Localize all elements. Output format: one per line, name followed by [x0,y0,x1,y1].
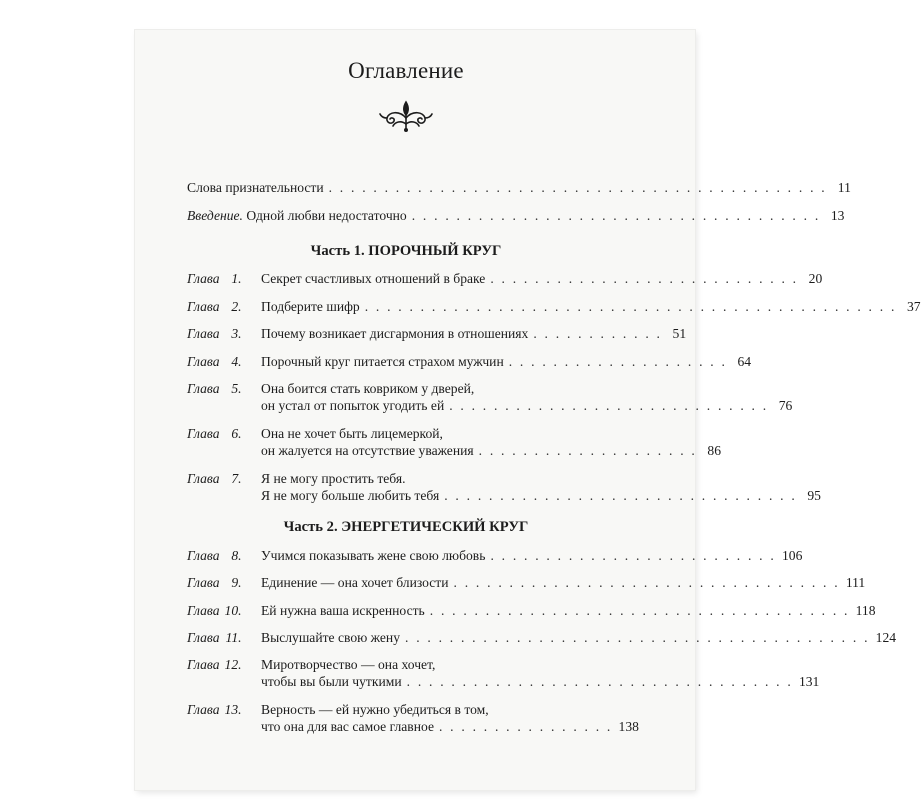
entry-title: Верность — ей нужно убедиться в том, [261,702,489,717]
page-number: 138 [618,719,639,734]
chapter-label: Глава [187,471,220,486]
part-heading-2: Часть 2. ЭНЕРГЕТИЧЕСКИЙ КРУГ [283,519,529,535]
chapter-label: Глава [187,271,220,286]
toc-entry-chapter-9[interactable] [187,574,866,591]
toc-entry-chapter-4[interactable] [187,353,752,370]
entry-title-continued: Я не могу больше любить тебя [261,488,440,503]
leader-dots: . . . . . . . . . . . . . . . . . . . . . . . . . . . . . . . . . . . . . . . . . . . . . . . . [364,299,897,314]
toc-entry-chapter-8[interactable] [187,547,803,564]
chapter-number: 7. [231,471,242,486]
page-number: 111 [845,575,866,590]
entry-title-continued: что она для вас самое главное [261,719,434,734]
leader-dots: . . . . . . . . . . . . . . . . . . . . . . . . . . . . . . . . . . . [453,575,840,590]
chapter-number: 8. [231,548,242,563]
chapter-label: Глава [187,326,220,341]
entry-title: Я не могу простить тебя. [261,471,406,486]
page-number: 86 [707,443,721,458]
chapter-label: Глава [187,381,220,396]
chapter-number: 3. [231,326,242,341]
chapter-label: Глава [187,702,220,717]
leader-dots: . . . . . . . . . . . . . . . . . . . . . . . . . . . . . . . . . . . . . [411,208,821,223]
page-number: 131 [798,674,820,689]
toc-entry-chapter-11[interactable] [187,629,897,646]
leader-dots: . . . . . . . . . . . . . . . . . . . . [508,354,728,369]
page-number: 95 [807,488,821,503]
chapter-label: Глава [187,299,220,314]
entry-title: Миротворчество — она хочет, [261,657,436,672]
entry-title: Почему возникает дисгармония в отношениях [261,326,529,341]
chapter-label: Глава [187,657,220,672]
toc-entry-chapter-7[interactable] [187,470,821,504]
page-number: 20 [808,271,823,286]
chapter-number: 10. [224,603,242,618]
page-number: 76 [778,398,793,413]
leader-dots: . . . . . . . . . . . . . . . . . . . . . . . . . . . . . . . . . . . [406,674,793,689]
chapter-label: Глава [187,630,220,645]
page-number: 11 [837,180,851,195]
toc-entry-chapter-3[interactable] [187,325,687,342]
entry-title: Подберите шифр [261,299,360,314]
fleuron-ornament-icon [377,98,435,134]
entry-title: Одной любви недостаточно [246,208,407,223]
chapter-number: 1. [231,271,242,286]
chapter-label: Глава [187,575,220,590]
chapter-label: Глава [187,603,220,618]
entry-title: Слова признательности [187,180,324,195]
toc-entry-chapter-5[interactable] [187,380,793,414]
entry-title-continued: он устал от попыток угодить ей [261,398,445,413]
leader-dots: . . . . . . . . . . . . . . . . . . . . . . . . . . . . . . . . . . . . . . . . . . [405,630,870,645]
toc-entry-chapter-12[interactable] [187,656,820,690]
chapter-number: 13. [224,702,242,717]
entry-title: Секрет счастливых отношений в браке [261,271,486,286]
toc-entry-chapter-10[interactable] [187,602,876,619]
entry-title-continued: он жалуется на отсутствие уважения [261,443,474,458]
chapter-number: 9. [231,575,242,590]
toc-entry-chapter-6[interactable] [187,425,721,459]
leader-dots: . . . . . . . . . . . . [533,326,663,341]
toc-entry-chapter-13[interactable] [187,701,639,735]
page-number: 37 [906,299,921,314]
chapter-number: 5. [231,381,242,396]
entry-title: Единение — она хочет близости [261,575,449,590]
chapter-number: 12. [224,657,242,672]
leader-dots: . . . . . . . . . . . . . . . . . . . . . . . . . . . . . . . . [444,488,797,503]
chapter-label: Глава [187,548,220,563]
entry-title: Она не хочет быть лицемеркой, [261,426,443,441]
toc-entry-chapter-1[interactable] [187,270,823,287]
page-number: 106 [781,548,803,563]
entry-title: Она боится стать ковриком у дверей, [261,381,475,396]
chapter-number: 2. [231,299,242,314]
page-number: 124 [875,630,897,645]
entry-title: Выслушайте свою жену [261,630,400,645]
leader-dots: . . . . . . . . . . . . . . . . . . . . . . . . . . [490,548,776,563]
page-number: 118 [855,603,876,618]
leader-dots: . . . . . . . . . . . . . . . . [438,719,613,734]
entry-title: Порочный круг питается страхом мужчин [261,354,504,369]
leader-dots: . . . . . . . . . . . . . . . . . . . . . . . . . . . . . [449,398,769,413]
chapter-number: 4. [231,354,242,369]
entry-title: Ей нужна ваша искренность [261,603,425,618]
toc-entry-introduction[interactable] [187,207,845,224]
leader-dots: . . . . . . . . . . . . . . . . . . . . . . . . . . . . . . . . . . . . . . [429,603,850,618]
toc-entry-acknowledgements[interactable] [187,179,851,196]
entry-title-continued: чтобы вы были чуткими [261,674,402,689]
chapter-number: 6. [231,426,242,441]
entry-title: Учимся показывать жене свою любовь [261,548,486,563]
leader-dots: . . . . . . . . . . . . . . . . . . . . . . . . . . . . . . . . . . . . . . . . . . . . . [328,180,827,195]
entry-label: Введение. [187,208,243,223]
page-number: 64 [737,354,752,369]
chapter-label: Глава [187,354,220,369]
leader-dots: . . . . . . . . . . . . . . . . . . . . [478,443,697,458]
chapter-label: Глава [187,426,220,441]
part-heading-1: Часть 1. ПОРОЧНЫЙ КРУГ [310,243,502,259]
toc-title: Оглавление [348,58,464,83]
page-number: 13 [830,208,845,223]
leader-dots: . . . . . . . . . . . . . . . . . . . . . . . . . . . . [490,271,799,286]
toc-entry-chapter-2[interactable] [187,298,921,315]
page-number: 51 [672,326,687,341]
chapter-number: 11. [225,630,242,645]
